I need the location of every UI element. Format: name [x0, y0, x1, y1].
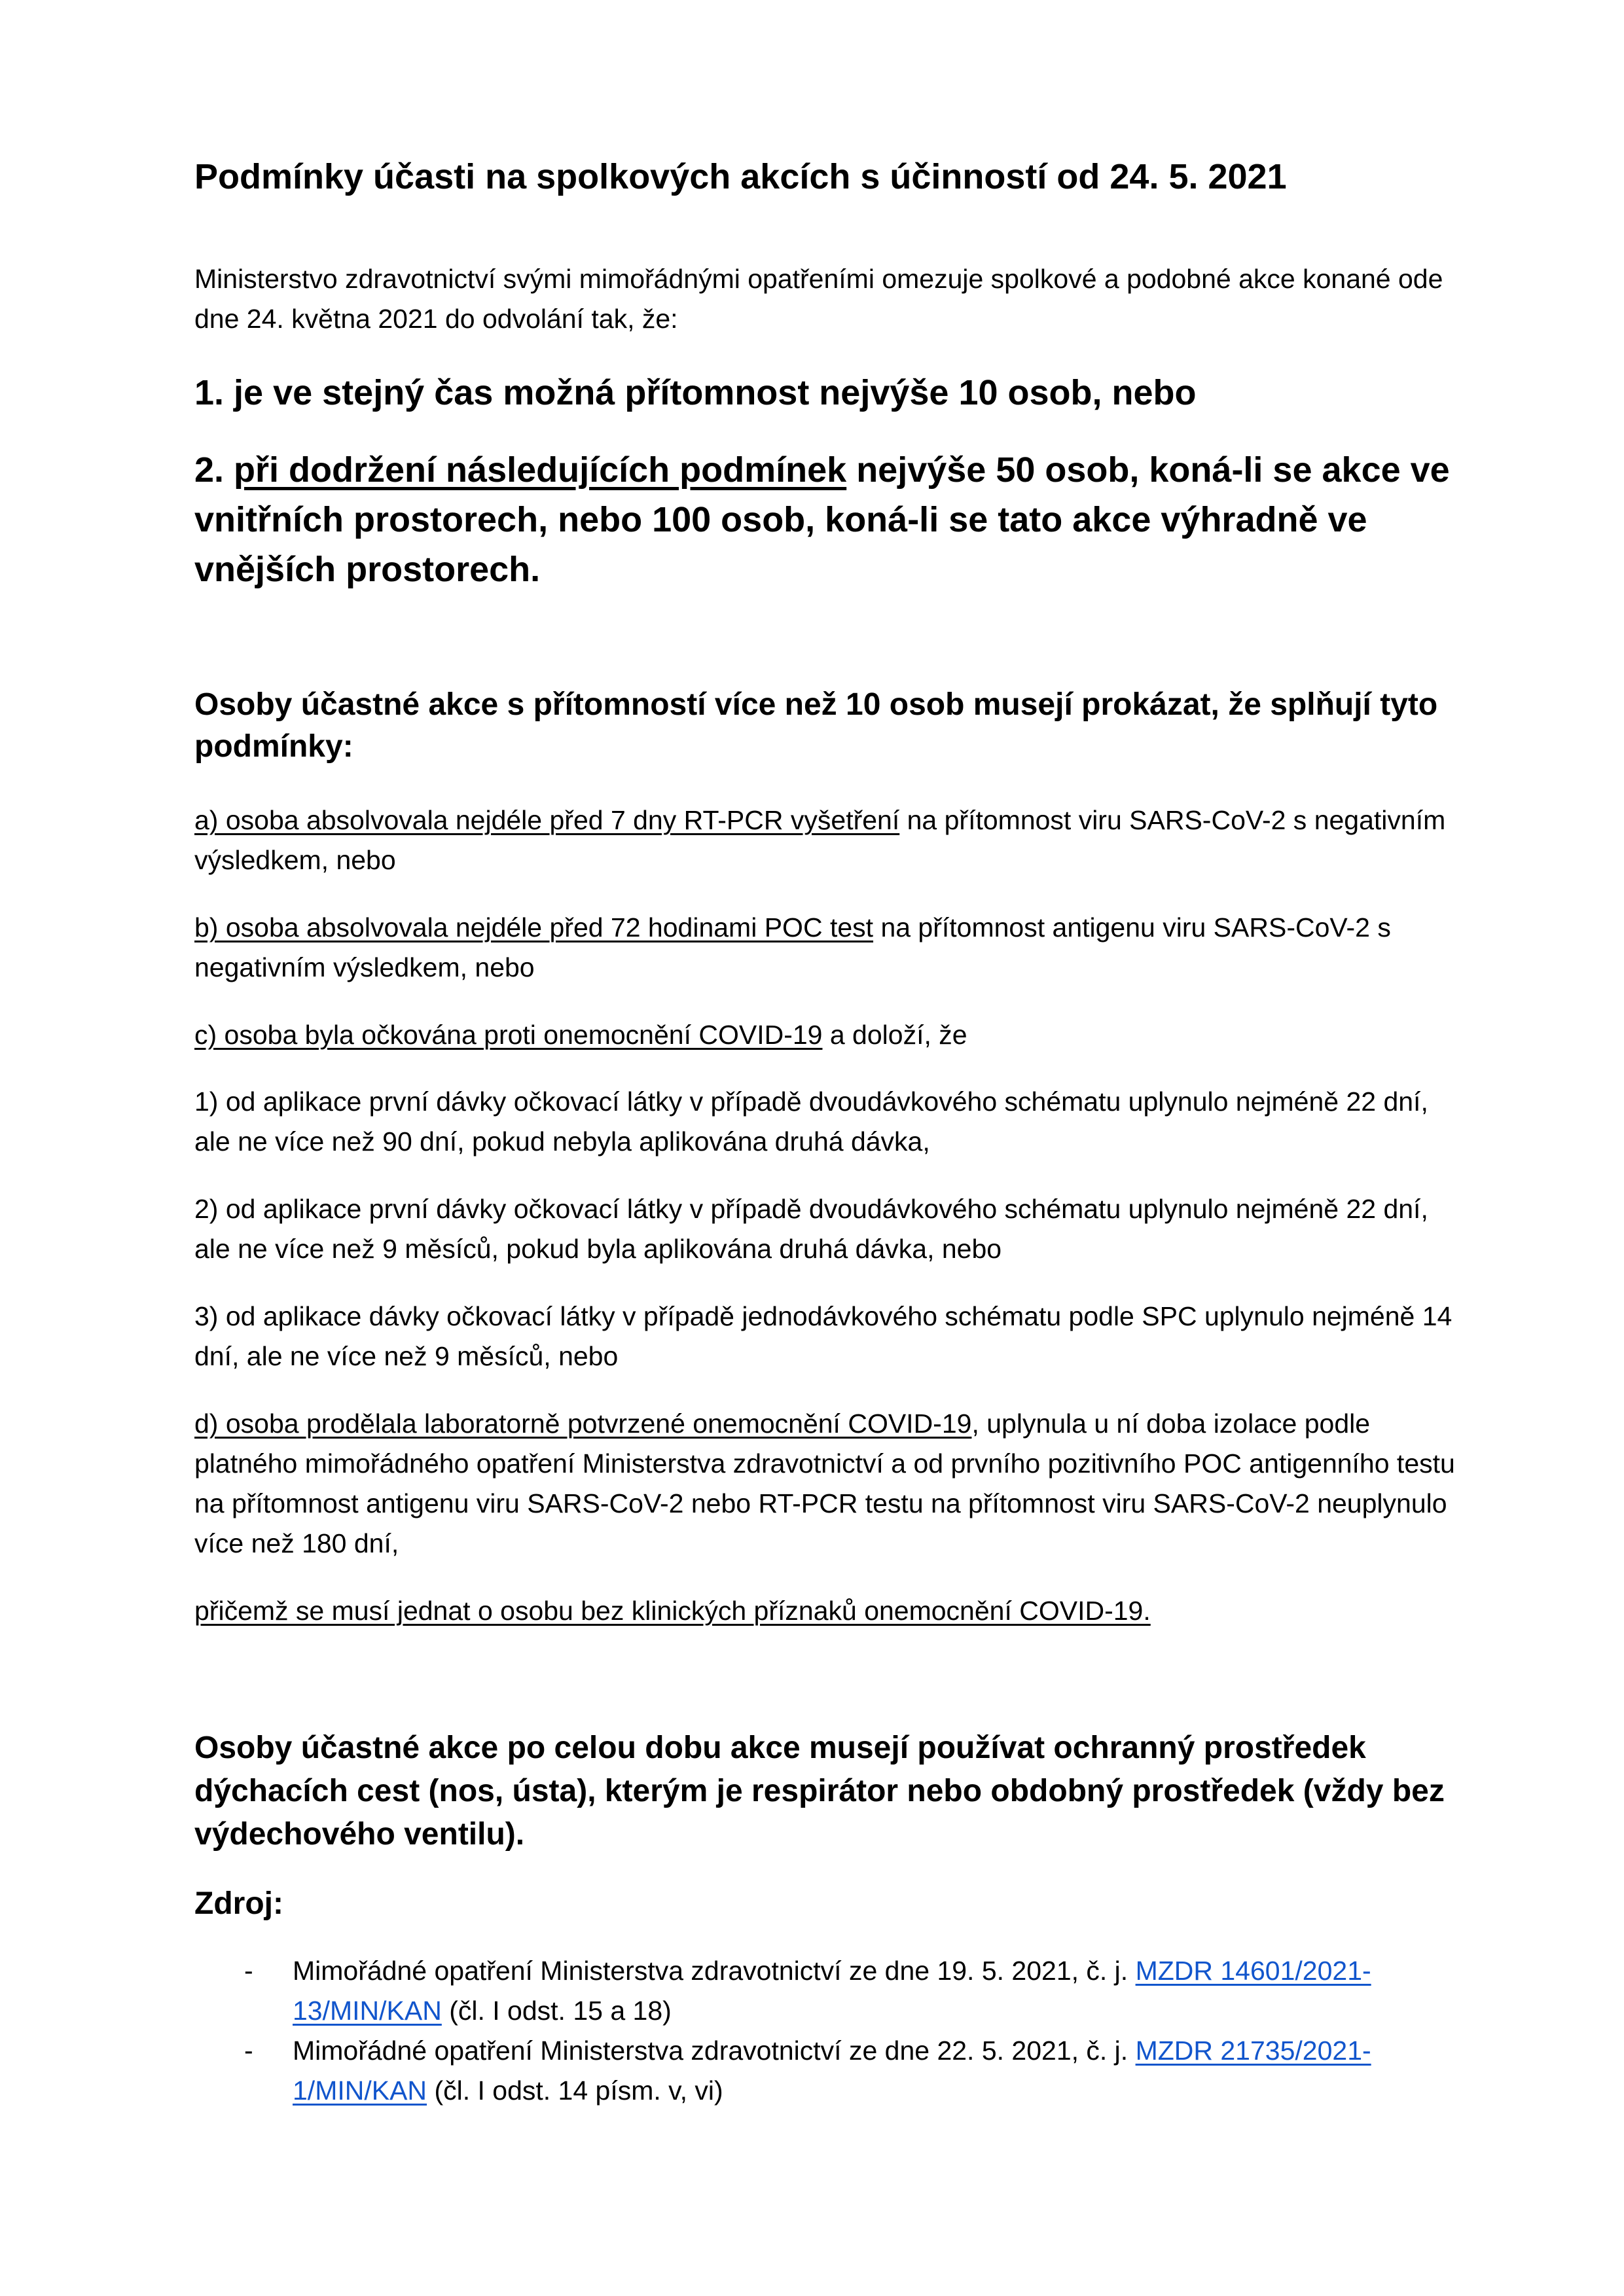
list-dash: - — [244, 2036, 253, 2066]
condition-c1: 1) od aplikace první dávky očkovací látky v případě dvoudávkového schématu uplynulo nejméně 22 dní, ale ne více než 90 dní, pokud nebyla aplikována druhá dávka, — [194, 1086, 1428, 1157]
source-text: Mimořádné opatření Ministerstva zdravotnictví ze dne 19. 5. 2021, č. j. — [293, 1956, 1136, 1986]
source-list — [194, 1951, 1471, 2111]
source-text-after: (čl. I odst. 14 písm. v, vi) — [427, 2075, 723, 2106]
source-text: Mimořádné opatření Ministerstva zdravotnictví ze dne 22. 5. 2021, č. j. — [293, 2036, 1136, 2066]
conditions-heading: Osoby účastné akce s přítomností více než 10 osob musejí prokázat, že splňují tyto podmínky: — [194, 687, 1438, 764]
rule-2-rest: nejvýše 50 osob, koná-li se akce ve vnitřních prostorech, nebo 100 osob, koná-li se tato akce výhradně ve vnějších prostorech. — [194, 450, 1450, 589]
conditions-closing-underlined: přičemž se musí jednat o osobu bez klinických příznaků onemocnění COVID-19. — [194, 1596, 1151, 1626]
condition-b-underlined: b) osoba absolvovala nejdéle před 72 hodinami POC test — [194, 912, 874, 942]
list-dash: - — [244, 1956, 253, 1986]
rule-2-underlined: při dodržení následujících podmínek — [234, 450, 847, 490]
condition-b-rest: na přítomnost antigenu viru SARS-CoV-2 s negativním výsledkem, nebo — [194, 912, 1391, 982]
intro-paragraph: Ministerstvo zdravotnictví svými mimořádnými opatřeními omezuje spolkové a podobné akce konané ode dne 24. května 2021 do odvolání tak, že: — [194, 264, 1443, 334]
mask-heading: Osoby účastné akce po celou dobu akce musejí používat ochranný prostředek dýchacích cest (nos, ústa), kterým je respirátor nebo obdobný prostředek (vždy bez výdechového ventilu). — [194, 1731, 1445, 1852]
rule-1: 1. je ve stejný čas možná přítomnost nejvýše 10 osob, nebo — [194, 373, 1197, 412]
rule-2 — [194, 445, 1471, 594]
condition-c — [194, 1015, 1471, 1055]
condition-d — [194, 1404, 1471, 1564]
document-title: Podmínky účasti na spolkových akcích s účinností od 24. 5. 2021 — [194, 157, 1287, 196]
conditions-closing — [194, 1591, 1471, 1631]
source-label: Zdroj: — [194, 1886, 283, 1921]
source-text-after: (čl. I odst. 15 a 18) — [441, 1996, 672, 2026]
condition-d-underlined: d) osoba prodělala laboratorně potvrzené onemocnění COVID-19 — [194, 1408, 972, 1439]
condition-d-rest: , uplynula u ní doba izolace podle platného mimořádného opatření Ministerstva zdravotnictví a od prvního pozitivního POC antigenního testu na přítomnost antigenu viru SARS-CoV-2 nebo RT-PCR testu na přítomnost viru SARS-CoV-2 neuplynulo více než 180 dní, — [194, 1408, 1455, 1558]
condition-a-rest: na přítomnost viru SARS-CoV-2 s negativním výsledkem, nebo — [194, 805, 1446, 875]
source-item — [194, 1951, 1471, 2031]
condition-c2: 2) od aplikace první dávky očkovací látky v případě dvoudávkového schématu uplynulo nejméně 22 dní, ale ne více než 9 měsíců, pokud byla aplikována druhá dávka, nebo — [194, 1194, 1428, 1264]
condition-a-underlined: a) osoba absolvovala nejdéle před 7 dny RT-PCR vyšetření — [194, 805, 900, 835]
rule-2-prefix: 2. — [194, 450, 234, 490]
source-item — [194, 2031, 1471, 2111]
source-link[interactable]: MZDR 14601/2021-13/MIN/KAN — [293, 1956, 1371, 2026]
condition-c3: 3) od aplikace dávky očkovací látky v případě jednodávkového schématu podle SPC uplynulo nejméně 14 dní, ale ne více než 9 měsíců, nebo — [194, 1301, 1453, 1371]
condition-c-underlined: c) osoba byla očkována proti onemocnění COVID-19 — [194, 1020, 823, 1050]
condition-b — [194, 908, 1471, 988]
source-link[interactable]: MZDR 21735/2021-1/MIN/KAN — [293, 2036, 1371, 2106]
condition-c-rest: a doloží, že — [822, 1020, 967, 1050]
condition-a — [194, 800, 1471, 880]
